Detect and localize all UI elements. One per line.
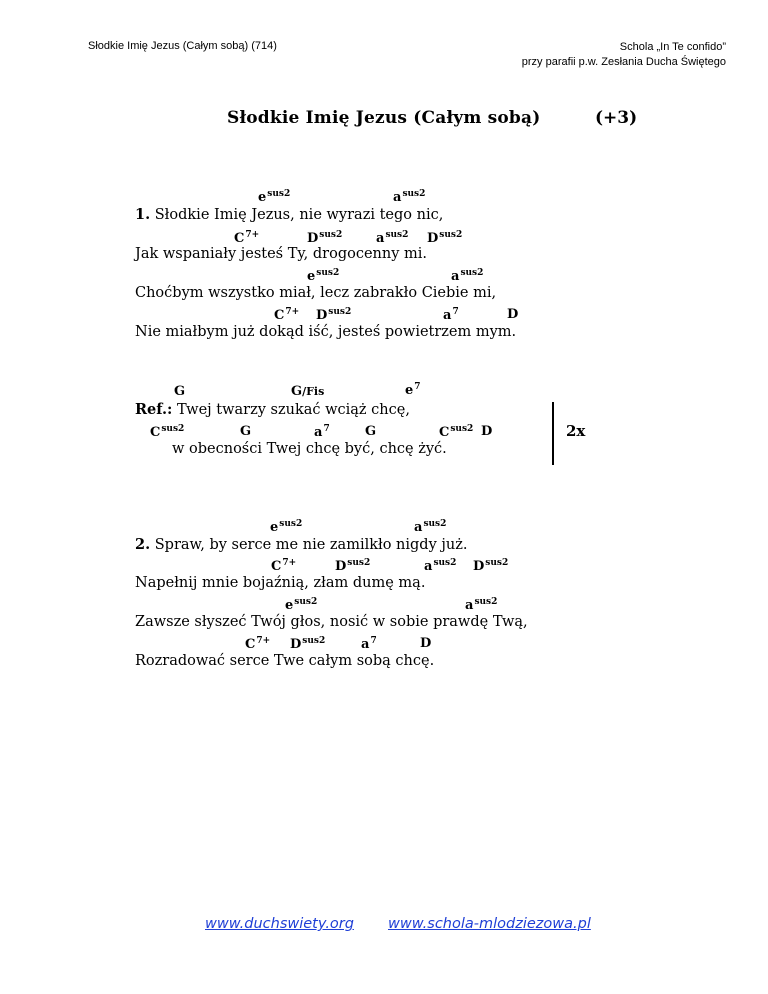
transpose-indicator: (+3)	[595, 108, 638, 128]
chord-d-sus2: $D^{sus2}$	[335, 558, 371, 574]
song-title: Słodkie Imię Jezus (Całym sobą)	[227, 108, 541, 128]
footer-link-schola[interactable]: www.schola-mlodziezowa.pl	[388, 916, 591, 932]
chord-a-sus2: $a^{sus2}$	[376, 230, 409, 246]
header-right-text	[522, 40, 726, 70]
verse1-line1: 1. Słodkie Imię Jezus, nie wyrazi tego nic,	[135, 206, 444, 223]
chord-d-sus2: $D^{sus2}$	[307, 230, 343, 246]
header-right-line2: przy parafii p.w. Zesłania Ducha Świętego	[521, 56, 726, 68]
refrain-line2: w obecności Twej chcę być, chcę żyć.	[172, 441, 447, 457]
chord-a-7: $a^7$	[361, 636, 377, 652]
verse2-line3: Zawsze słyszeć Twój głos, nosić w sobie prawdę Twą,	[135, 614, 528, 630]
verse1-line3: Choćbym wszystko miał, lecz zabrakło Ciebie mi,	[135, 285, 497, 301]
chord-d: D	[481, 424, 493, 439]
footer-link-duchswiety[interactable]: www.duchswiety.org	[205, 916, 354, 932]
chord-d: D	[420, 636, 432, 651]
verse1-line2: Jak wspaniały jesteś Ty, drogocenny mi.	[135, 246, 428, 262]
header-left-text: Słodkie Imię Jezus (Całym sobą) (714)	[88, 40, 277, 52]
chord-c-7plus: $C^{7+}$	[271, 558, 297, 574]
verse2-line2: Napełnij mnie bojaźnią, złam dumę mą.	[135, 575, 426, 591]
chord-e-sus2: $e^{sus2}$	[258, 189, 291, 205]
chord-a-7: $a^7$	[314, 424, 330, 440]
chord-c-7plus: $C^{7+}$	[274, 307, 300, 323]
chord-a-sus2: $a^{sus2}$	[424, 558, 457, 574]
chord-a-sus2: $a^{sus2}$	[465, 597, 498, 613]
chord-a-7: $a^7$	[443, 307, 459, 323]
refrain-line1: Ref.: Twej twarzy szukać wciąż chcę,	[135, 401, 410, 418]
chord-a-sus2: $a^{sus2}$	[414, 519, 447, 535]
chord-g: G	[240, 424, 252, 439]
chord-d-sus2: $D^{sus2}$	[473, 558, 509, 574]
chord-e-sus2: $e^{sus2}$	[307, 268, 340, 284]
chord-a-sus2: $a^{sus2}$	[393, 189, 426, 205]
chord-c-7plus: $C^{7+}$	[234, 230, 260, 246]
chord-e-sus2: $e^{sus2}$	[270, 519, 303, 535]
chord-g-fis: G/Fis	[291, 384, 325, 399]
chord-g: G	[365, 424, 377, 439]
chord-e-sus2: $e^{sus2}$	[285, 597, 318, 613]
chord-d-sus2: $D^{sus2}$	[427, 230, 463, 246]
chord-e-7: $e^7$	[405, 382, 421, 398]
chord-g: G	[174, 384, 186, 399]
chord-c-sus2: $C^{sus2}$	[150, 424, 185, 440]
verse2-line4: Rozradować serce Twe całym sobą chcę.	[135, 653, 435, 669]
repeat-bracket-line	[552, 402, 554, 465]
repeat-marker: 2x	[566, 422, 586, 440]
verse2-line1: 2. Spraw, by serce me nie zamilkło nigdy już.	[135, 536, 468, 553]
chord-d: D	[507, 307, 519, 322]
chord-a-sus2: $a^{sus2}$	[451, 268, 484, 284]
chord-c-7plus: $C^{7+}$	[245, 636, 271, 652]
verse1-line4: Nie miałbym już dokąd iść, jesteś powietrzem mym.	[135, 324, 517, 340]
header-right-line1: Schola „In Te confido”	[619, 41, 726, 53]
chord-d-sus2: $D^{sus2}$	[316, 307, 352, 323]
chord-d-sus2: $D^{sus2}$	[290, 636, 326, 652]
chord-c-sus2: $C^{sus2}$	[439, 424, 474, 440]
